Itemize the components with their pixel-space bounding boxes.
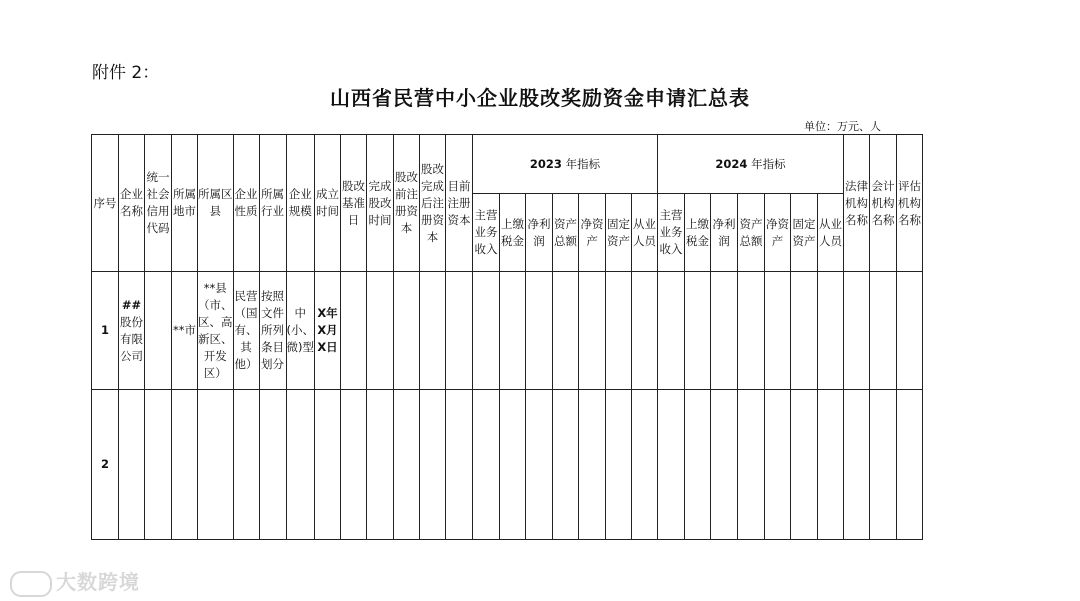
header-current-capital: 目前注册资本: [446, 135, 473, 272]
indicator-2024-net-assets: 净资产: [765, 194, 791, 272]
table-cell: [367, 272, 394, 390]
table-cell: [738, 272, 765, 390]
table-cell: [711, 390, 738, 540]
table-cell: [897, 390, 923, 540]
table-cell: [500, 272, 526, 390]
header-legal: 法律机构名称: [844, 135, 870, 272]
header-scale: 企业规模: [286, 135, 315, 272]
header-nature: 企业性质: [233, 135, 259, 272]
header-county: 所属区县: [198, 135, 234, 272]
header-pre-capital: 股改前注册资本: [394, 135, 420, 272]
table-cell: [818, 390, 844, 540]
header-company-name: 企业名称: [119, 135, 145, 272]
table-cell: [658, 390, 685, 540]
header-founded: 成立时间: [315, 135, 341, 272]
indicator-2023-total-assets: 资产总额: [553, 194, 579, 272]
table-cell: [145, 390, 172, 540]
table-cell: [685, 272, 711, 390]
brand-logo-icon: [10, 571, 52, 597]
header-post-capital: 股改完成后注册资本: [420, 135, 446, 272]
watermark-text: 大数跨境: [56, 570, 140, 594]
watermark: [10, 566, 140, 597]
row-scale: 中(小、微)型: [286, 272, 315, 390]
table-cell: [765, 390, 791, 540]
table-cell: [394, 390, 420, 540]
table-cell: [394, 272, 420, 390]
row-nature: 民营（国有、其他）: [233, 272, 259, 390]
header-done-time: 完成股改时间: [367, 135, 394, 272]
row-seq: 1: [92, 272, 119, 390]
indicator-2024-fixed-assets: 固定资产: [791, 194, 818, 272]
table-row: [92, 390, 923, 540]
indicator-2023-tax: 上缴税金: [500, 194, 526, 272]
indicator-2024-employees: 从业人员: [818, 194, 844, 272]
table-cell: [765, 272, 791, 390]
table-cell: [738, 390, 765, 540]
table-cell: [315, 390, 341, 540]
table-cell: [233, 390, 259, 540]
header-seq: 序号: [92, 135, 119, 272]
table-cell: [658, 272, 685, 390]
table-cell: [341, 272, 367, 390]
row-company-name: ## 股份有限公司: [119, 272, 145, 390]
table-cell: [606, 390, 632, 540]
table-cell: [711, 272, 738, 390]
row-founded: X年 X月 X日: [315, 272, 341, 390]
table-cell: [446, 272, 473, 390]
indicator-2024-net-profit: 净利润: [711, 194, 738, 272]
indicator-2023-fixed-assets: 固定资产: [606, 194, 632, 272]
header-accounting: 会计机构名称: [870, 135, 897, 272]
table-cell: [341, 390, 367, 540]
row-seq: 2: [92, 390, 119, 540]
table-cell: [259, 390, 286, 540]
indicator-2023-net-profit: 净利润: [526, 194, 553, 272]
row-industry: 按照文件所列条目划分: [259, 272, 286, 390]
table-cell: [632, 390, 658, 540]
unit-note: 单位：万元、人: [804, 120, 881, 133]
table-cell: [420, 390, 446, 540]
table-cell: [818, 272, 844, 390]
header-assessment: 评估机构名称: [897, 135, 923, 272]
table-cell: [553, 272, 579, 390]
table-cell: [473, 272, 500, 390]
table-cell: [632, 272, 658, 390]
summary-table: [91, 134, 923, 540]
table-cell: [473, 390, 500, 540]
table-cell: [367, 390, 394, 540]
table-cell: [119, 390, 145, 540]
indicator-2023-employees: 从业人员: [632, 194, 658, 272]
row-county: **县 （市、区、高新区、开发区）: [198, 272, 234, 390]
indicator-2024-tax: 上缴税金: [685, 194, 711, 272]
table-cell: [791, 390, 818, 540]
row-credit-code: [145, 272, 172, 390]
table-cell: [500, 390, 526, 540]
header-city: 所属地市: [172, 135, 198, 272]
table-cell: [579, 390, 606, 540]
table-cell: [844, 390, 870, 540]
header-industry: 所属行业: [259, 135, 286, 272]
page-title: 山西省民营中小企业股改奖励资金申请汇总表: [330, 86, 750, 110]
table-cell: [286, 390, 315, 540]
table-cell: [579, 272, 606, 390]
table-cell: [897, 272, 923, 390]
indicator-2024-total-assets: 资产总额: [738, 194, 765, 272]
indicator-2023-net-assets: 净资产: [579, 194, 606, 272]
table-cell: [791, 272, 818, 390]
table-cell: [870, 272, 897, 390]
header-2023-indicators: 2023 年指标: [473, 135, 658, 194]
table-cell: [172, 390, 198, 540]
table-cell: [870, 390, 897, 540]
table-cell: [606, 272, 632, 390]
table-cell: [526, 272, 553, 390]
header-2024-indicators: 2024 年指标: [658, 135, 844, 194]
table-cell: [685, 390, 711, 540]
header-credit-code: 统一社会信用代码: [145, 135, 172, 272]
table-cell: [553, 390, 579, 540]
table-cell: [446, 390, 473, 540]
table-cell: [844, 272, 870, 390]
indicator-2023-revenue: 主营业务收入: [473, 194, 500, 272]
table-row: [92, 272, 923, 390]
table-cell: [420, 272, 446, 390]
header-base-date: 股改基准日: [341, 135, 367, 272]
attachment-label: 附件 2：: [92, 63, 160, 83]
indicator-2024-revenue: 主营业务收入: [658, 194, 685, 272]
table-cell: [526, 390, 553, 540]
table-cell: [198, 390, 234, 540]
row-city: **市: [172, 272, 198, 390]
header-row-top: [92, 135, 923, 194]
